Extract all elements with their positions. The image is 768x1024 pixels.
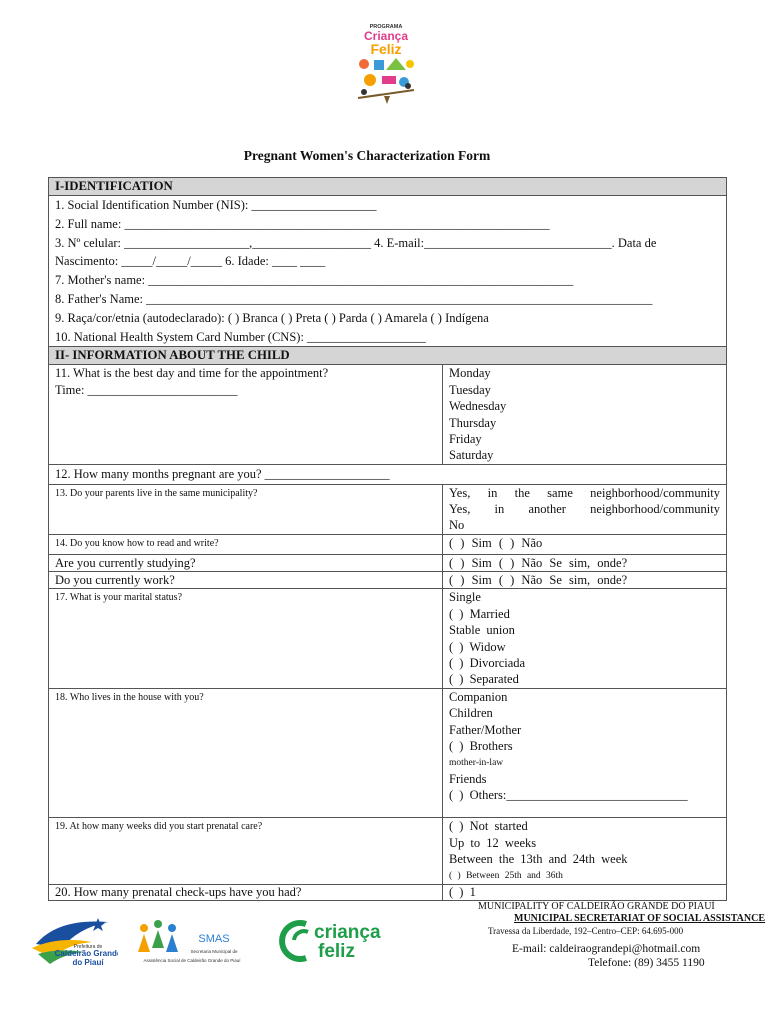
section-identification-header <box>49 178 727 196</box>
q13-option-another[interactable]: Yes, in another neighborhood/community <box>449 502 721 517</box>
identification-fields <box>49 196 727 347</box>
q20-row <box>49 884 727 900</box>
logo3-text-crianca: criança <box>314 922 381 943</box>
q20-answer[interactable]: ( ) 1 <box>443 884 727 900</box>
characterization-form-table <box>48 177 727 901</box>
mother-name-field[interactable]: 7. Mother's name: ____________________________________________________________________ <box>55 273 574 288</box>
footer-phone: Telefone: (89) 3455 1190 <box>588 956 705 969</box>
q12-question[interactable]: 12. How many months pregnant are you? ____________________ <box>49 464 727 484</box>
footer-email[interactable]: E-mail: caldeiraograndepi@hotmail.com <box>512 942 701 955</box>
q13-option-same[interactable]: Yes, in the same neighborhood/community <box>449 485 721 500</box>
q13-option-no[interactable]: No <box>449 518 465 533</box>
crianca-feliz-logo <box>274 918 406 962</box>
q16-answer[interactable]: ( ) Sim ( ) Não Se sim, onde? <box>443 572 727 589</box>
logo-text-crianca: Criança <box>363 29 409 43</box>
footer-address-block <box>470 901 768 970</box>
birthdate-age-field[interactable]: Nascimento: _____/_____/_____ 6. Idade: ____ ____ <box>55 254 326 269</box>
q16-question: Do you currently work? <box>49 572 443 589</box>
q19-option-25-36[interactable]: ( ) Between 25th and 36th <box>449 870 563 881</box>
prefeitura-logo <box>28 914 118 972</box>
q13-row <box>49 484 727 534</box>
q15-answer[interactable]: ( ) Sim ( ) Não Se sim, onde? <box>443 554 727 571</box>
q17-option-separated[interactable]: ( ) Separated <box>449 672 519 687</box>
q18-option-brothers[interactable]: ( ) Brothers <box>449 739 513 754</box>
q17-option-widow[interactable]: ( ) Widow <box>449 639 506 654</box>
form-title: Pregnant Women's Characterization Form <box>243 148 491 163</box>
q19-option-not-started[interactable]: ( ) Not started <box>449 819 528 834</box>
logo2-text-assistencia: Assistência Social de Caldeirão Grande do Piauí <box>143 958 241 963</box>
q12-row <box>49 464 727 484</box>
race-field[interactable]: 9. Raça/cor/etnia (autodeclarado): ( ) Branca ( ) Preta ( ) Parda ( ) Amarela ( ) Indígena <box>55 310 489 325</box>
full-name-field[interactable]: 2. Full name: ____________________________________________________________________ <box>55 216 550 231</box>
q13-question: 13. Do your parents live in the same municipality? <box>49 484 443 534</box>
logo2-text-smas: SMAS <box>198 933 230 945</box>
q15-row <box>49 554 727 571</box>
q17-option-married[interactable]: ( ) Married <box>449 606 510 621</box>
section-child-info-header <box>49 347 727 365</box>
q11-time-field[interactable]: Time: ________________________ <box>55 382 238 397</box>
phone-email-field[interactable]: 3. Nº celular: ____________________,___________________ 4. E-mail:______________________________. Data de <box>55 235 657 250</box>
q11-question: 11. What is the best day and time for the appointment? <box>55 366 329 381</box>
q11-option-friday[interactable]: Friday <box>449 432 482 446</box>
footer-municipality: MUNICIPALITY OF CALDEIRÃO GRANDE DO PIAUÍ <box>478 901 715 912</box>
q17-question: 17. What is your marital status? <box>49 589 443 688</box>
q11-row <box>49 365 727 464</box>
logo1-text-prefeitura: Prefeitura de <box>73 944 103 950</box>
q11-option-wednesday[interactable]: Wednesday <box>449 399 507 414</box>
q20-question: 20. How many prenatal check-ups have you had? <box>49 884 443 900</box>
q17-row <box>49 589 727 688</box>
q17-option-stable-union[interactable]: Stable union <box>449 623 515 638</box>
q18-option-others[interactable]: ( ) Others:_____________________________ <box>449 787 688 802</box>
father-name-field[interactable]: 8. Father's Name: _________________________________________________________________________________ <box>55 291 653 306</box>
q18-row <box>49 688 727 817</box>
q19-option-13-24[interactable]: Between the 13th and 24th week <box>449 852 628 867</box>
logo1-text-piaui: do Piauí <box>72 958 104 967</box>
logo-text-feliz: Feliz <box>370 41 402 57</box>
q19-row <box>49 818 727 884</box>
q18-question: 18. Who lives in the house with you? <box>49 688 443 817</box>
q19-question: 19. At how many weeks did you start prenatal care? <box>49 818 443 884</box>
logo2-text-secretaria: Secretaria Municipal de <box>190 949 238 954</box>
crianca-feliz-program-logo <box>350 20 422 106</box>
q14-answer[interactable]: ( ) Sim ( ) Não <box>443 534 727 554</box>
smas-logo <box>132 918 252 968</box>
q11-option-monday[interactable]: Monday <box>449 366 491 381</box>
q18-option-friends[interactable]: Friends <box>449 771 487 786</box>
q18-option-children[interactable]: Children <box>449 706 493 721</box>
q11-option-saturday[interactable]: Saturday <box>449 448 494 463</box>
q17-option-divorced[interactable]: ( ) Divorciada <box>449 656 526 671</box>
cns-field[interactable]: 10. National Health System Card Number (CNS): ___________________ <box>55 329 426 344</box>
q11-option-tuesday[interactable]: Tuesday <box>449 382 491 397</box>
logo3-text-feliz: feliz <box>318 941 355 962</box>
nis-field[interactable]: 1. Social Identification Number (NIS): ____________________ <box>55 198 377 212</box>
q14-question: 14. Do you know how to read and write? <box>49 534 443 554</box>
footer-secretariat: MUNICIPAL SECRETARIAT OF SOCIAL ASSISTANCE <box>514 912 765 924</box>
logo1-text-caldeirao: Caldeirão Grande <box>54 949 118 958</box>
q14-row <box>49 534 727 554</box>
section-heading: II- INFORMATION ABOUT THE CHILD <box>49 347 727 365</box>
q18-option-companion[interactable]: Companion <box>449 689 508 704</box>
footer-street-address: Travessa da Liberdade, 192–Centro–CEP: 64.695-000 <box>488 926 684 936</box>
q19-option-up-to-12[interactable]: Up to 12 weeks <box>449 835 537 850</box>
q17-option-single[interactable]: Single <box>449 590 481 605</box>
q16-row <box>49 572 727 589</box>
section-heading: I-IDENTIFICATION <box>49 178 727 196</box>
q15-question: Are you currently studying? <box>49 554 443 571</box>
q18-option-parents[interactable]: Father/Mother <box>449 722 522 737</box>
q18-option-mother-in-law[interactable]: mother-in-law <box>449 757 504 768</box>
q11-option-thursday[interactable]: Thursday <box>449 415 497 430</box>
logo-text-programa: PROGRAMA <box>369 24 403 30</box>
